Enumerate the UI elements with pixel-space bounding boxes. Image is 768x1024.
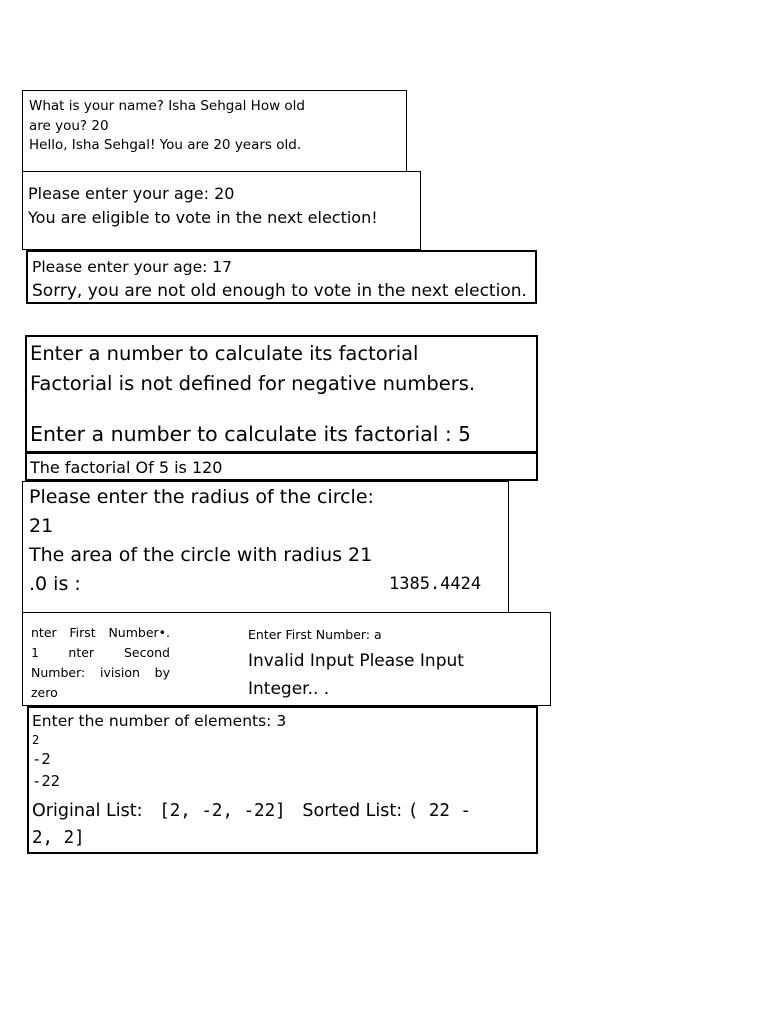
output-line: 21: [29, 515, 54, 537]
output-line: 2: [32, 733, 40, 747]
original-list-value: [2, -2, -22]: [159, 801, 286, 821]
output-line: [31, 663, 170, 683]
output-line: Enter First Number: a: [248, 627, 382, 642]
invalid-input-output: [248, 627, 464, 703]
sort-list-output: [27, 706, 538, 854]
sorted-list-label: Sorted List:: [302, 801, 403, 821]
output-word: ivision: [99, 665, 140, 680]
output-line: Please enter your age: 17: [32, 258, 233, 276]
output-line: Sorry, you are not old enough to vote in the next election.: [32, 281, 527, 301]
output-word: First: [69, 625, 96, 640]
sorted-list-value: ( 22 -: [407, 801, 471, 821]
output-line: Factorial is not defined for negative numbers.: [30, 372, 476, 395]
output-line: Enter a number to calculate its factorial: [30, 342, 419, 365]
output-line: [31, 643, 170, 663]
output-line: [31, 623, 170, 643]
output-line: You are eligible to vote in the next election!: [28, 208, 378, 227]
original-list-label: Original List:: [32, 801, 143, 821]
output-line: [30, 419, 536, 449]
output-line: What is your name? Isha Sehgal How old: [29, 98, 305, 114]
output-word: nter: [31, 625, 57, 640]
output-line: Enter the number of elements: 3: [32, 712, 287, 730]
name-age-output: [22, 90, 407, 172]
output-word: by: [154, 665, 170, 680]
output-line: Hello, Isha Sehgal! You are 20 years old.: [29, 137, 302, 153]
not-eligible-vote-output: [26, 250, 537, 304]
eligible-vote-output: [22, 171, 421, 250]
output-line: Please enter your age: 20: [28, 184, 235, 203]
output-line: Invalid Input Please Input: [248, 651, 464, 671]
division-output: [22, 612, 551, 706]
output-line: Integer.. .: [248, 679, 330, 699]
output-line: The factorial Of 5 is 120: [30, 458, 223, 477]
output-line: are you? 20: [29, 117, 109, 134]
division-by-zero-output: [31, 623, 170, 703]
area-value: 1385.4424: [389, 574, 482, 594]
circle-area-output: [22, 481, 509, 613]
prompt-text: Enter a number to calculate its factorial :: [30, 422, 452, 446]
output-line: 2, 2]: [32, 828, 85, 848]
factorial-result-output: [25, 452, 538, 481]
output-word: Number:: [31, 665, 86, 680]
input-value: 5: [458, 422, 471, 446]
output-line: .0 is :: [29, 573, 81, 595]
output-line: -22: [32, 772, 60, 790]
factorial-input-output: [25, 335, 538, 453]
output-word: Number•.: [108, 625, 170, 640]
output-line: Please enter the radius of the circle:: [29, 486, 374, 508]
output-word: nter: [68, 645, 95, 660]
output-line: [32, 798, 536, 825]
output-word: 1: [31, 645, 39, 660]
output-line: The area of the circle with radius 21: [29, 544, 373, 566]
output-line: -2: [32, 750, 51, 768]
output-line: zero: [31, 685, 58, 700]
output-word: Second: [123, 645, 170, 660]
